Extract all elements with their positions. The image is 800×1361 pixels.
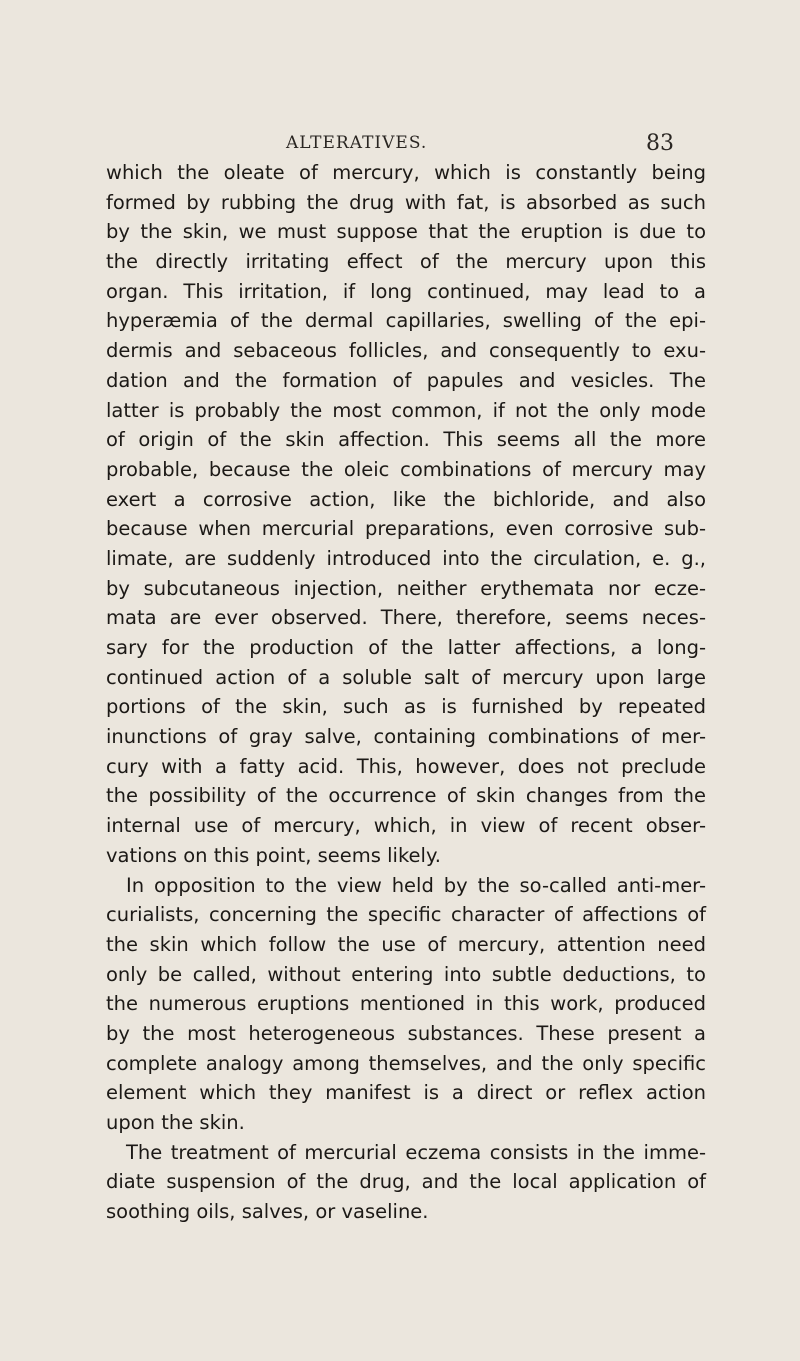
text-line: because when mercurial preparations, even corrosive sub- bbox=[106, 517, 706, 541]
text-line: exert a corrosive action, like the bichloride, and also bbox=[106, 487, 706, 511]
paragraph bbox=[106, 158, 706, 871]
text-line: organ. This irritation, if long continued, may lead to a bbox=[106, 279, 706, 303]
text-line: soothing oils, salves, or vaseline. bbox=[106, 1200, 429, 1224]
text-line: hyperæmia of the dermal capillaries, swelling of the epi- bbox=[106, 309, 706, 333]
text-line: the numerous eruptions mentioned in this work, produced bbox=[106, 992, 706, 1016]
text-line: In opposition to the view held by the so-called anti-mer- bbox=[126, 873, 706, 897]
text-line: the directly irritating effect of the mercury upon this bbox=[106, 250, 706, 274]
text-line: mata are ever observed. There, therefore, seems neces- bbox=[106, 606, 706, 630]
text-line: the skin which follow the use of mercury, attention need bbox=[106, 932, 706, 956]
paragraph bbox=[106, 871, 706, 1138]
text-line: limate, are suddenly introduced into the circulation, e. g., bbox=[106, 546, 706, 570]
text-line: only be called, without entering into subtle deductions, to bbox=[106, 962, 706, 986]
text-line: element which they manifest is a direct or reflex action bbox=[106, 1081, 706, 1105]
text-line: the possibility of the occurrence of skin changes from the bbox=[106, 784, 706, 808]
text-line: which the oleate of mercury, which is constantly being bbox=[106, 161, 706, 184]
text-line: by the skin, we must suppose that the eruption is due to bbox=[106, 220, 706, 244]
text-line: continued action of a soluble salt of mercury upon large bbox=[106, 665, 706, 689]
text-line: upon the skin. bbox=[106, 1111, 245, 1134]
text-line: curialists, concerning the specific character of affections of bbox=[106, 903, 706, 927]
running-head bbox=[0, 131, 800, 161]
text-line: sary for the production of the latter affections, a long- bbox=[106, 636, 706, 659]
text-line: internal use of mercury, which, in view of recent obser- bbox=[106, 814, 706, 838]
running-title: ALTERATIVES. bbox=[286, 133, 428, 153]
text-line: by subcutaneous injection, neither erythemata nor ecze- bbox=[106, 576, 706, 600]
text-line: probable, because the oleic combinations of mercury may bbox=[106, 457, 706, 481]
page-number: 83 bbox=[646, 131, 674, 156]
text-line: dermis and sebaceous follicles, and consequently to exu- bbox=[106, 339, 706, 363]
text-line: complete analogy among themselves, and the only specific bbox=[106, 1051, 706, 1075]
body-text bbox=[106, 158, 706, 1227]
text-line: inunctions of gray salve, containing combinations of mer- bbox=[106, 725, 706, 749]
text-line: formed by rubbing the drug with fat, is absorbed as such bbox=[106, 190, 706, 214]
text-line: diate suspension of the drug, and the local application of bbox=[106, 1170, 706, 1194]
text-line: portions of the skin, such as is furnished by repeated bbox=[106, 695, 706, 719]
paragraph bbox=[106, 1138, 706, 1227]
text-line: latter is probably the most common, if not the only mode bbox=[106, 398, 706, 422]
text-line: cury with a fatty acid. This, however, does not preclude bbox=[106, 754, 706, 778]
text-line: by the most heterogeneous substances. These present a bbox=[106, 1021, 706, 1045]
text-line: dation and the formation of papules and vesicles. The bbox=[106, 368, 706, 392]
text-line: The treatment of mercurial eczema consists in the imme- bbox=[126, 1140, 706, 1164]
text-line: vations on this point, seems likely. bbox=[106, 843, 441, 867]
text-line: of origin of the skin affection. This seems all the more bbox=[106, 428, 706, 452]
